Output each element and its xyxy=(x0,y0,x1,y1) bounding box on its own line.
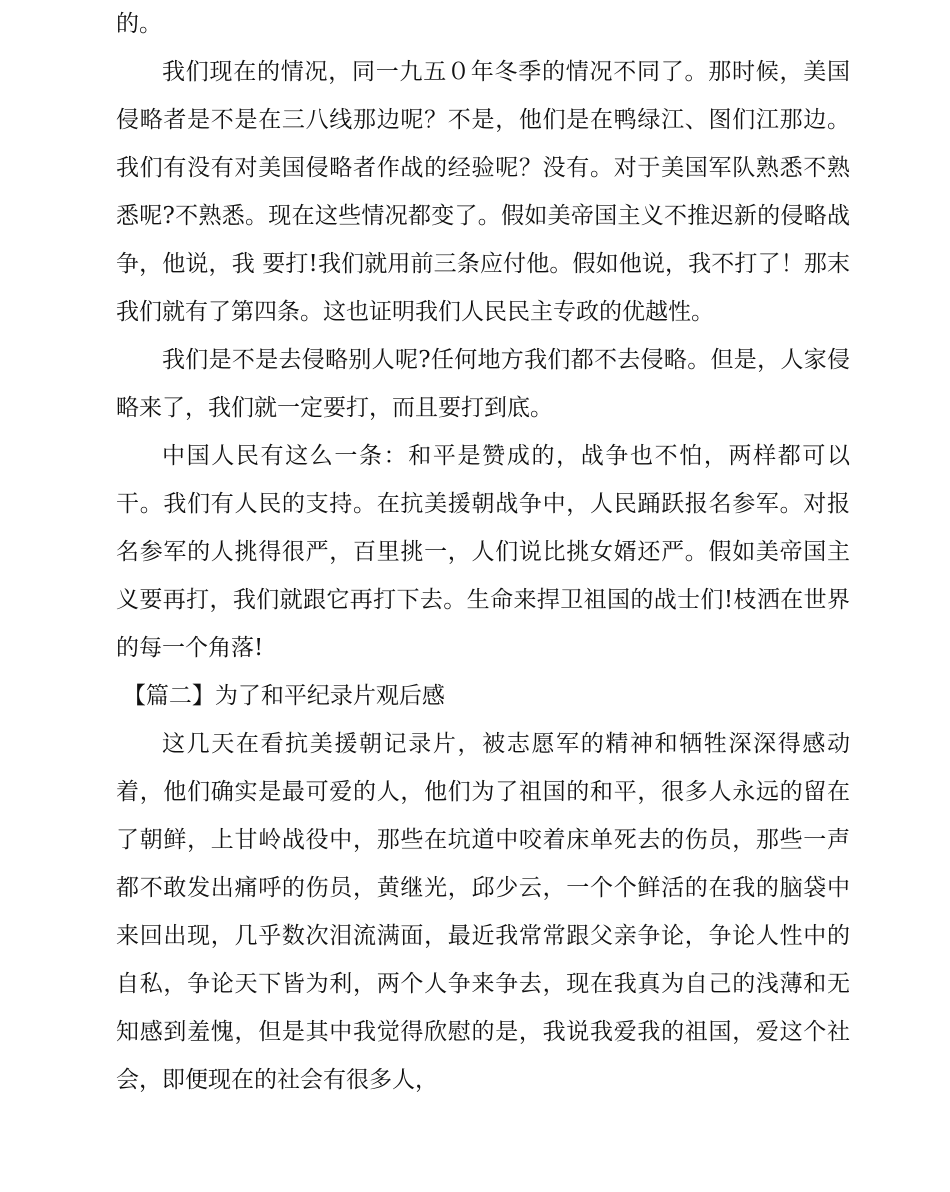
paragraph-4: 这几天在看抗美援朝记录片，被志愿军的精神和牺牲深深得感动着，他们确实是最可爱的人，他们为了祖国的和平，很多人永远的留在了朝鲜，上甘岭战役中，那些在坑道中咬着床单死去的伤员，那些一声都不敢发出痛呼的伤员，黄继光，邱少云，一个个鲜活的在我的脑袋中来回出现，几乎数次泪流满面，最近我常常跟父亲争论，争论人性中的自私，争论天下皆为利，两个人争来争去，现在我真为自己的浅薄和无知感到羞愧，但是其中我觉得欣慰的是，我说我爱我的祖国，爱这个社会，即便现在的社会有很多人， xyxy=(116,731,850,1093)
paragraph-2: 我们是不是去侵略别人呢?任何地方我们都不去侵略。但是，人家侵略来了，我们就一定要打，而且要打到底。 xyxy=(116,347,850,421)
paragraph-3: 中国人民有这么一条：和平是赞成的，战争也不怕，两样都可以干。我们有人民的支持。在抗美援朝战争中，人民踊跃报名参军。对报名参军的人挑得很严，百里挑一，人们说比挑女婿还严。假如美帝国主义要再打，我们就跟它再打下去。生命来捍卫祖国的战士们!枝洒在世界的每一个角落! xyxy=(116,443,850,661)
paragraph-1: 我们现在的情况，同一九五０年冬季的情况不同了。那时候，美国侵略者是不是在三八线那边呢？不是，他们是在鸭绿江、图们江那边。我们有没有对美国侵略者作战的经验呢？没有。对于美国军队熟悉不熟悉呢?不熟悉。现在这些情况都变了。假如美帝国主义不推迟新的侵略战争，他说，我 要打!我们就用前三条应付他。假如他说，我不打了！那末我们就有了第四条。这也证明我们人民民主专政的优越性。 xyxy=(116,59,850,325)
document-body xyxy=(116,0,850,1104)
paragraph-continuation: 的。 xyxy=(116,11,162,37)
section-heading: 【篇二】为了和平纪录片观后感 xyxy=(122,683,445,709)
